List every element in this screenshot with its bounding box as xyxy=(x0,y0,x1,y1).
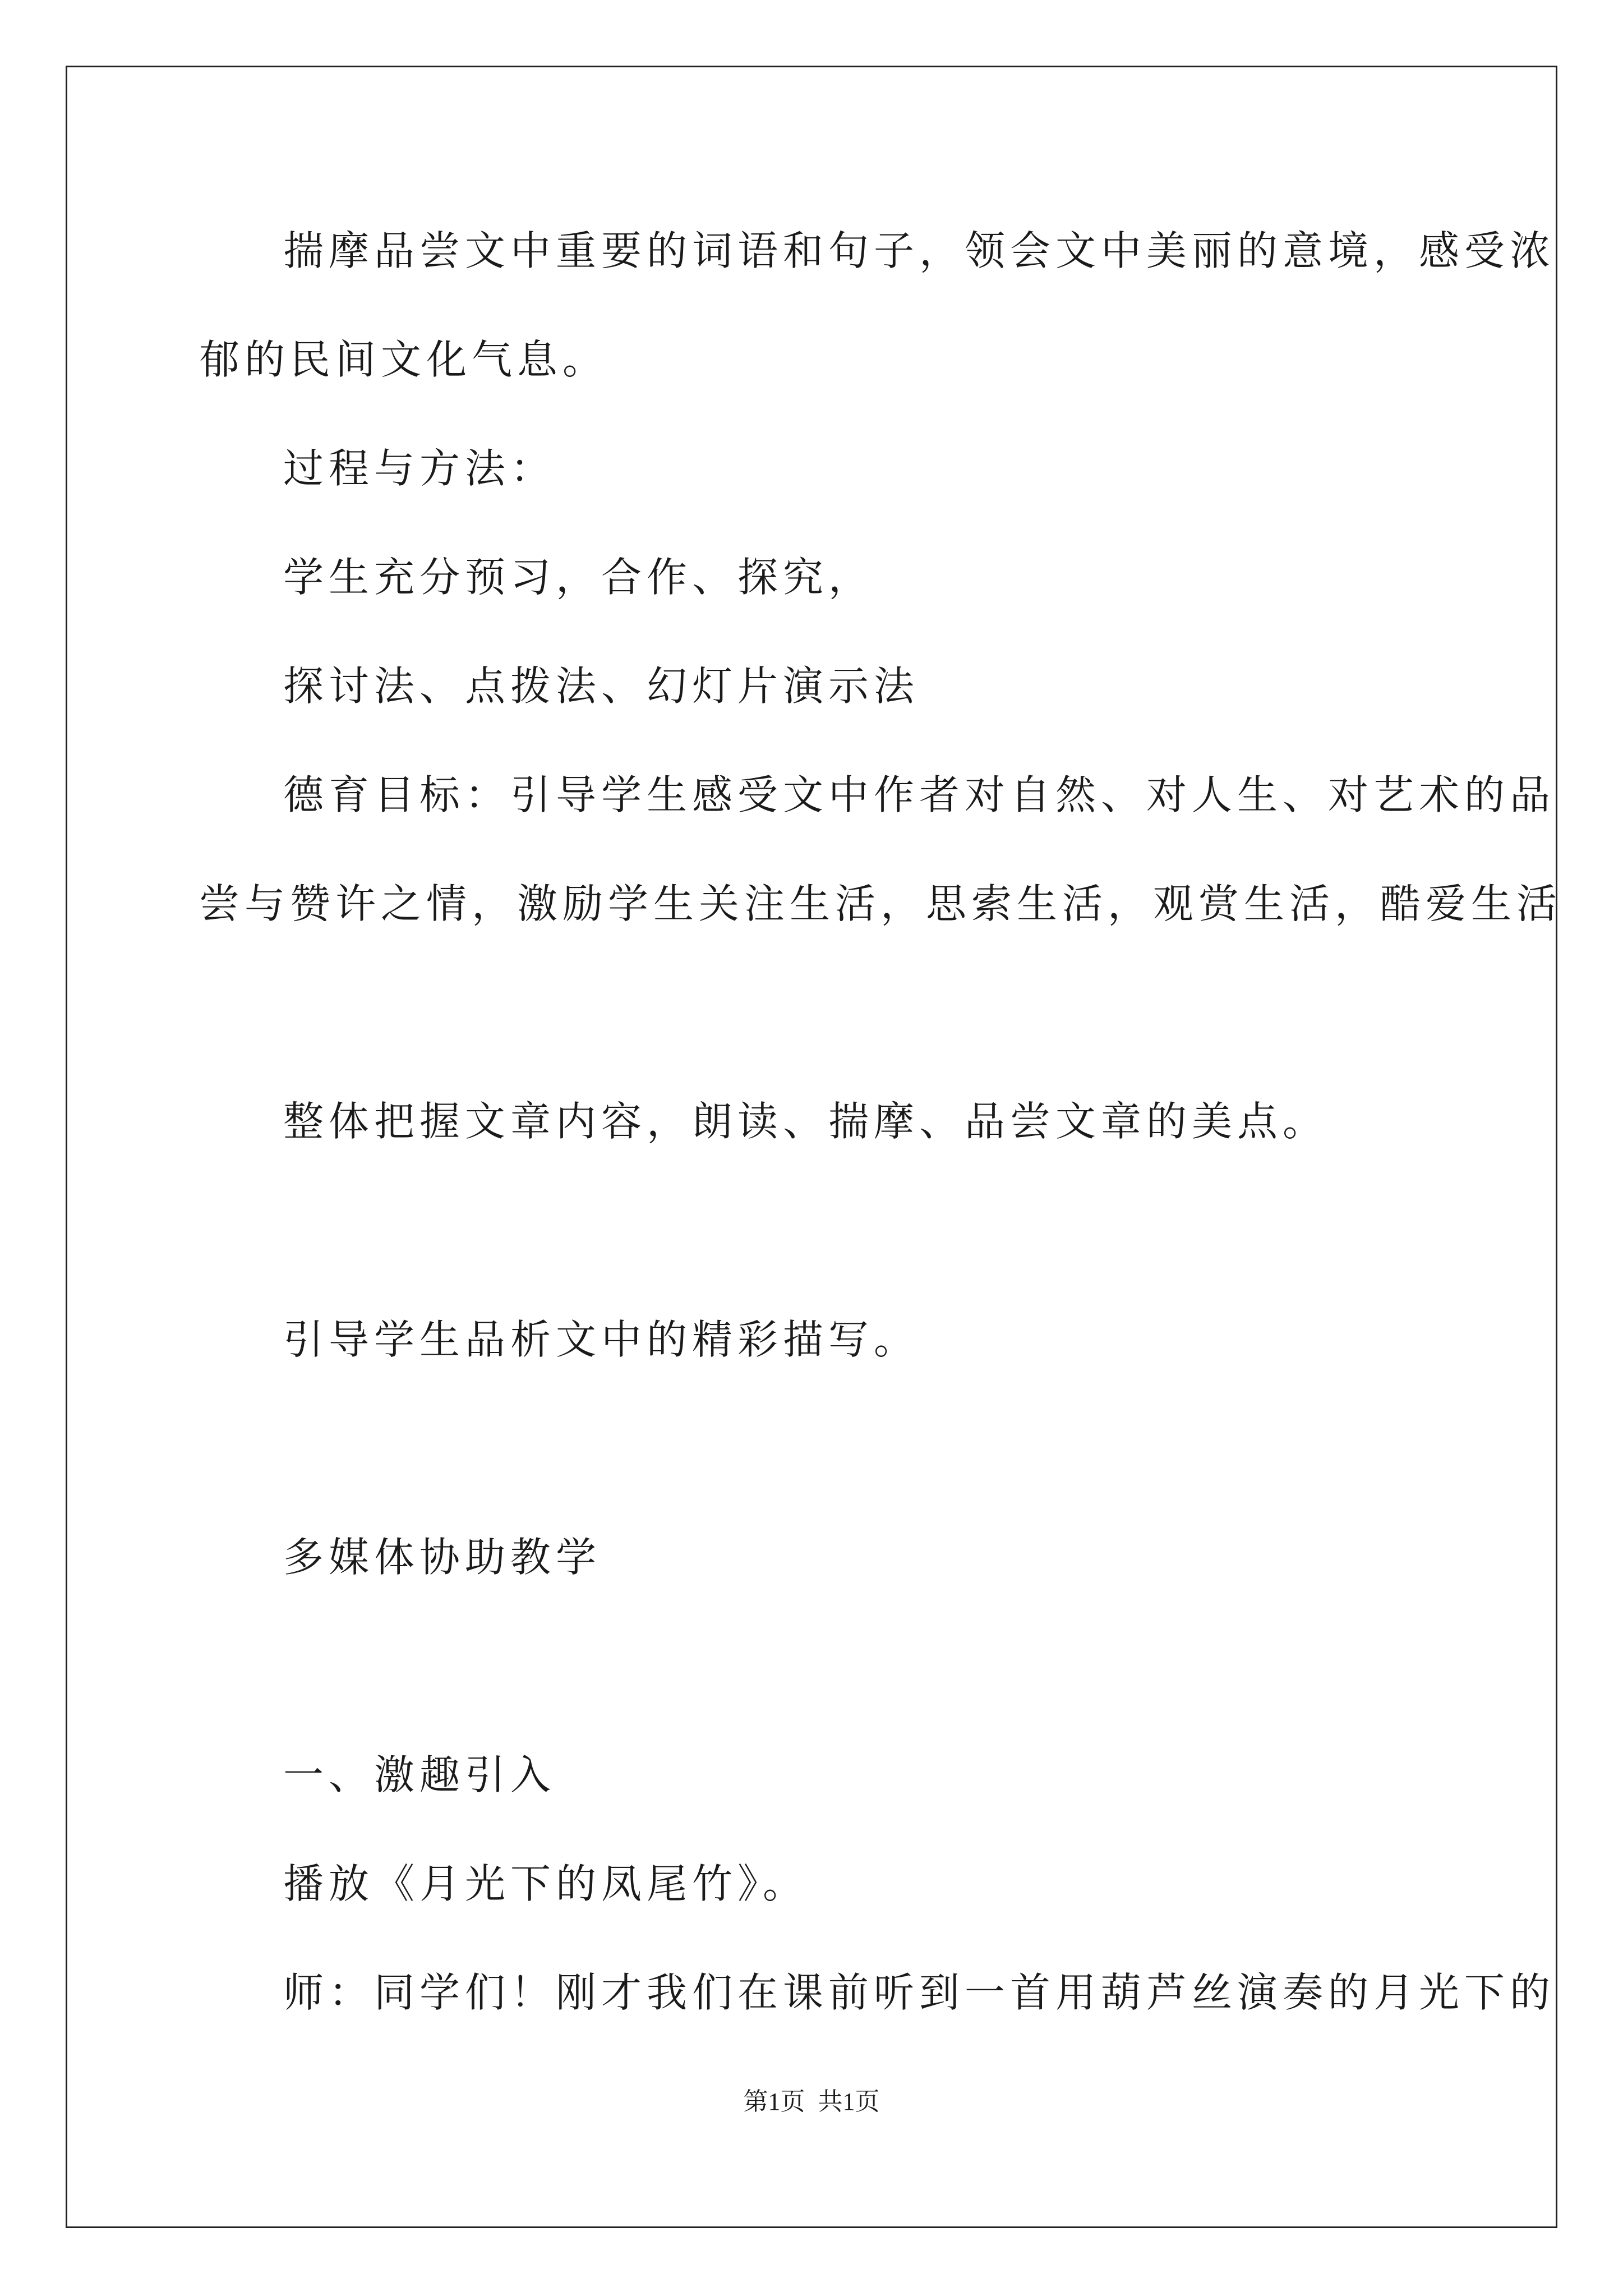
paragraph-line: 过程与方法： xyxy=(283,445,556,492)
paragraph-line: 播放《月光下的凤尾竹》。 xyxy=(283,1860,809,1907)
paragraph-line: 郁的民间文化气息。 xyxy=(199,336,608,383)
paragraph-line: 揣摩品尝文中重要的词语和句子，领会文中美丽的意境，感受浓 xyxy=(283,227,1556,274)
paragraph-line: 尝与赞许之情，激励学生关注生活，思索生活，观赏生活，酷爱生活 xyxy=(199,880,1562,927)
paragraph-line: 一、激趣引入 xyxy=(283,1751,556,1798)
page-footer xyxy=(0,2088,1623,2116)
paragraph-line: 师：同学们！刚才我们在课前听到一首用葫芦丝演奏的月光下的 xyxy=(283,1969,1556,2016)
paragraph-line: 德育目标：引导学生感受文中作者对自然、对人生、对艺术的品 xyxy=(283,771,1556,818)
paragraph-line: 学生充分预习，合作、探究， xyxy=(283,554,874,601)
paragraph-line: 引导学生品析文中的精彩描写。 xyxy=(283,1316,920,1363)
paragraph-line: 多媒体协助教学 xyxy=(283,1534,602,1581)
page-total: 共1页 xyxy=(818,2088,880,2115)
paragraph-line: 探讨法、点拨法、幻灯片演示法 xyxy=(283,662,920,710)
paragraph-line: 整体把握文章内容，朗读、揣摩、品尝文章的美点。 xyxy=(283,1098,1329,1145)
page-number: 第1页 xyxy=(743,2088,805,2115)
